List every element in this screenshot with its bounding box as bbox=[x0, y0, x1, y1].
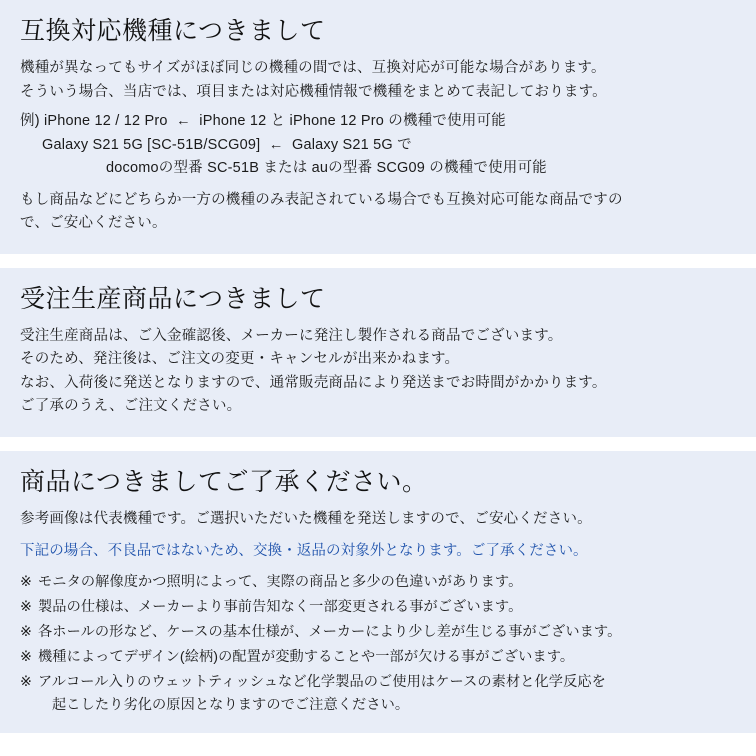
list-item-text: 機種によってデザイン(絵柄)の配置が変動することや一部が欠ける事がございます。 bbox=[38, 649, 575, 666]
list-item-text: 製品の仕様は、メーカーより事前告知なく一部変更される事がございます。 bbox=[38, 599, 523, 616]
example-block bbox=[20, 110, 736, 180]
list-item bbox=[20, 571, 736, 594]
section-heading: 互換対応機種につきまして bbox=[20, 17, 326, 45]
paragraph: なお、入荷後に発送となりますので、通常販売商品により発送までお時間がかかります。 bbox=[20, 374, 607, 391]
paragraph: そういう場合、当店では、項目または対応機種情報で機種をまとめて表記しております。 bbox=[20, 83, 607, 100]
list-item-text: アルコール入りのウェットティッシュなど化学製品のご使用はケースの素材と化学反応を bbox=[38, 674, 606, 691]
list-item bbox=[20, 621, 736, 644]
paragraph: もし商品などにどちらか一方の機種のみ表記されている場合でも互換対応可能な商品ですの bbox=[20, 191, 623, 208]
bullet-mark-icon: ※ bbox=[20, 574, 32, 591]
paragraph: 受注生産商品は、ご入金確認後、メーカーに発注し製作される商品でございます。 bbox=[20, 327, 563, 344]
paragraph: 参考画像は代表機種です。ご選択いただいた機種を発送しますので、ご安心ください。 bbox=[20, 511, 592, 528]
list-item bbox=[20, 596, 736, 619]
paragraph: そのため、発注後は、ご注文の変更・キャンセルが出来かねます。 bbox=[20, 351, 460, 368]
list-item bbox=[20, 671, 736, 717]
example-line: Galaxy S21 5G [SC-51B/SCG09] ← Galaxy S21 5G で bbox=[42, 136, 412, 153]
section-made-to-order bbox=[0, 268, 756, 437]
section-heading: 受注生産商品につきまして bbox=[20, 284, 326, 313]
paragraph: 機種が異なってもサイズがほぼ同じの機種の間では、互換対応が可能な場合があります。 bbox=[20, 60, 606, 77]
bullet-mark-icon: ※ bbox=[20, 599, 32, 616]
section-compatible-models bbox=[0, 0, 756, 254]
list-item-text: モニタの解像度かつ照明によって、実際の商品と多少の色違いがあります。 bbox=[38, 574, 523, 591]
bullet-mark-icon: ※ bbox=[20, 624, 32, 641]
paragraph: ご了承のうえ、ご注文ください。 bbox=[20, 398, 242, 415]
list-item-continuation: 起こしたり劣化の原因となりますのでご注意ください。 bbox=[52, 697, 410, 714]
paragraph: で、ご安心ください。 bbox=[20, 215, 167, 232]
list-item-text: 各ホールの形など、ケースの基本仕様が、メーカーにより少し差が生じる事がございます。 bbox=[38, 624, 622, 641]
example-line: 例) iPhone 12 / 12 Pro ← iPhone 12 と iPhone 12 Pro の機種で使用可能 bbox=[20, 113, 506, 130]
section-heading: 商品につきましてご了承ください。 bbox=[20, 467, 428, 496]
disclaimer-note-list bbox=[20, 571, 736, 717]
section-product-disclaimer bbox=[0, 451, 756, 733]
bullet-mark-icon: ※ bbox=[20, 674, 32, 691]
list-item bbox=[20, 646, 736, 669]
bullet-mark-icon: ※ bbox=[20, 649, 32, 666]
example-line: docomoの型番 SC-51B または auの型番 SCG09 の機種で使用可能 bbox=[106, 160, 547, 177]
blue-highlight-note: 下記の場合、不良品ではないため、交換・返品の対象外となります。ご了承ください。 bbox=[20, 542, 588, 559]
